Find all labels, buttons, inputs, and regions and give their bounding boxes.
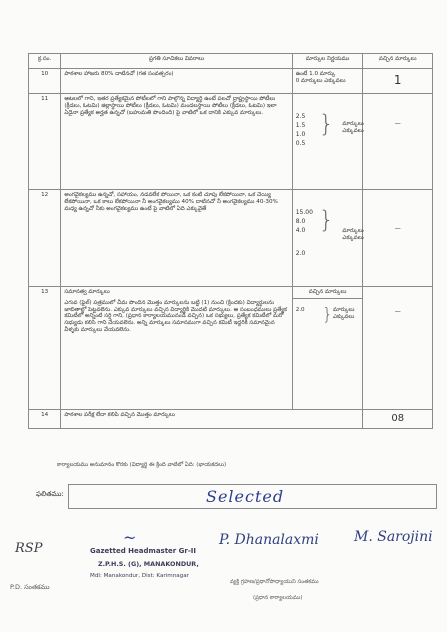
brace-cell (322, 304, 333, 325)
result-section (36, 484, 433, 524)
score-value: 2.0 (295, 250, 306, 257)
score-value: 4.0 (295, 227, 306, 234)
right-signature-primary: P. Dhanalaxmi (219, 532, 319, 548)
row-score-label: మార్కులు ఎక్కువలు (332, 306, 355, 320)
stamp-line-1: Gazetted Headmaster Gr-II (90, 547, 196, 555)
column-header-marks: వచ్చిన మార్కులు (363, 54, 433, 69)
row-marks: — (363, 190, 433, 287)
score-value: 0.5 (295, 140, 306, 147)
brace-icon: } (318, 206, 335, 234)
result-box (68, 484, 437, 509)
row-marks: 1 (363, 69, 433, 94)
stamp-signature: ~ (123, 528, 137, 547)
stamp-line-3: Mdl: Manakondur, Dist: Karimnagar (90, 573, 189, 579)
score-value: 1.0 (295, 131, 306, 138)
score-value: 2.5 (295, 113, 306, 120)
score-block (293, 299, 363, 324)
left-signature-caption: P.D. సంతకము (10, 583, 50, 591)
table-row (29, 287, 433, 410)
table-header-row (29, 54, 433, 69)
right-signature-note: (ప్రధాన కార్యాలయము) (253, 595, 303, 601)
column-header-sno: క్ర.సం. (29, 54, 61, 69)
column-header-description: ప్రగతి సూచికలు వివరాలు (61, 54, 292, 69)
table-row (29, 410, 433, 429)
row-score-label: మార్కులు ఎక్కువలు (339, 190, 363, 287)
row-number: 13 (29, 287, 61, 410)
table-row (29, 94, 433, 190)
row-description (61, 287, 292, 410)
row-score-values (292, 190, 316, 287)
brace-icon: } (322, 304, 333, 325)
row-title: సమానత్వ మార్కులు (64, 289, 110, 295)
table-footnote: కార్యాలయము అనుమానం కొరకు (విద్యార్థి ఈ క్రింది వాటిలో ఏది: (భాయకదలు) (57, 462, 227, 468)
row-description: అంగవైకల్యము ఉన్నచో, సహాయం, నడవలేక పోయినా, ఒక కంటి చూపు లేకపోయినా, ఒక చెయ్యి లేకపోయినా, ఒక కాలు లేకపోయినా నీ అంగవైకల్యము 40% దాటినచో నీ అంగవైకల్యము 40-30% మధ్య ఉన్నచో నీకు అంగవైకల్యము ఉంటే పై వాటిలో ఏది ఎక్కువైతే (61, 190, 292, 287)
row-number: 11 (29, 94, 61, 190)
right-signature-caption: వ్యక్తి గ్రహణ/ప్రధానోపాధ్యాయుని సంతకము (230, 579, 319, 585)
left-signature: RSP (15, 541, 43, 556)
result-value: Selected (206, 487, 285, 506)
row-score-values (292, 94, 316, 190)
row-number: 14 (29, 410, 61, 429)
row-number: 10 (29, 69, 61, 94)
row-description: ఆటలలో గాని, ఇతర ప్రత్యేకమైన పోటీలలో గాని పాల్గొన్న విద్యార్థి ఉంటే పలచో ద్రాష్ట్రస్థాయి పోటీలు (క్రీడలు, ఓటమి) జిల్లాస్థాయి పోటీలు (క్రీడలు, ఓటమి) మండలస్థాయి పోటీలు (క్రీడలు, ఓటమి) ఇలా ఏడైనా ప్రత్యేక అర్హత ఉన్నచో (బహుమతి పొందింది) పై వాటిలో ఒక దానికి ఎక్కువ మార్కులు. (61, 94, 292, 190)
brace-cell (316, 94, 340, 190)
row-marks: 08 (363, 410, 433, 429)
row-marks: — (363, 94, 433, 190)
row-score-label: మార్కులు ఎక్కువలు (339, 94, 363, 190)
result-label: ఫలితము: (36, 490, 64, 498)
row-scoring (292, 69, 363, 94)
score-value: 15.00 (295, 209, 313, 216)
right-signature-secondary: M. Sarojini (354, 529, 433, 545)
headmaster-stamp (84, 528, 230, 595)
row-description: పాఠశాల పరీక్ష లేదా కలిపి వచ్చిన మొత్తం మార్కులు (61, 410, 363, 429)
brace-icon: } (318, 110, 335, 138)
row-description-body: ఎగువ (ఫైల్) పత్రములో చీమ పొందిన మొత్తం మార్కులను బట్టి (1) నుంచి (క్రిందకు) విద్యార్థులను జాబితాల్లో పెట్టవలెను. ఎక్కువ మార్కులు వచ్చిన విద్యార్థికి మొదటి మార్కులు. ఆ సంబంధములు ప్రత్యేక కమిటీలో అన్నింటి సర్ది గాని, (ప్రధాన కార్యాలయమునండి వచ్చిన) ఒక సభ్యులు, ప్రత్యేక కమిటీలో మరో సభ్యుడు కలిసి గాని చేయవలెను. అన్ని మార్కులు సమానముగా వచ్చిన కమిటీ ఇద్దరికీ సమానమైన వీళ్ళకు మార్కులు వేయవలెను. (64, 299, 287, 334)
score-value: 2.0 (295, 306, 305, 313)
table-row (29, 190, 433, 287)
stamp-line-2: Z.P.H.S. (G), MANAKONDUR, (98, 560, 199, 568)
row-number: 12 (29, 190, 61, 287)
table-row (29, 69, 433, 94)
score-value: 1.5 (295, 122, 306, 129)
score-line: ఉంటే 1.0 మార్కు (295, 71, 336, 77)
score-value: 8.0 (295, 218, 306, 225)
row-description: పాఠశాల హాజరు 80% దాటినచో (గత సంవత్సరం) (61, 69, 292, 94)
score-subheader: వచ్చిన మార్కులు (293, 287, 363, 299)
column-header-scoring: మార్కుల నిర్ణయము (292, 54, 363, 69)
row-scoring (292, 287, 363, 410)
brace-cell (316, 190, 340, 287)
evaluation-table (28, 53, 433, 429)
row-marks: — (363, 287, 433, 410)
score-line: 0 మార్కులు ఎక్కువలు (295, 77, 346, 84)
